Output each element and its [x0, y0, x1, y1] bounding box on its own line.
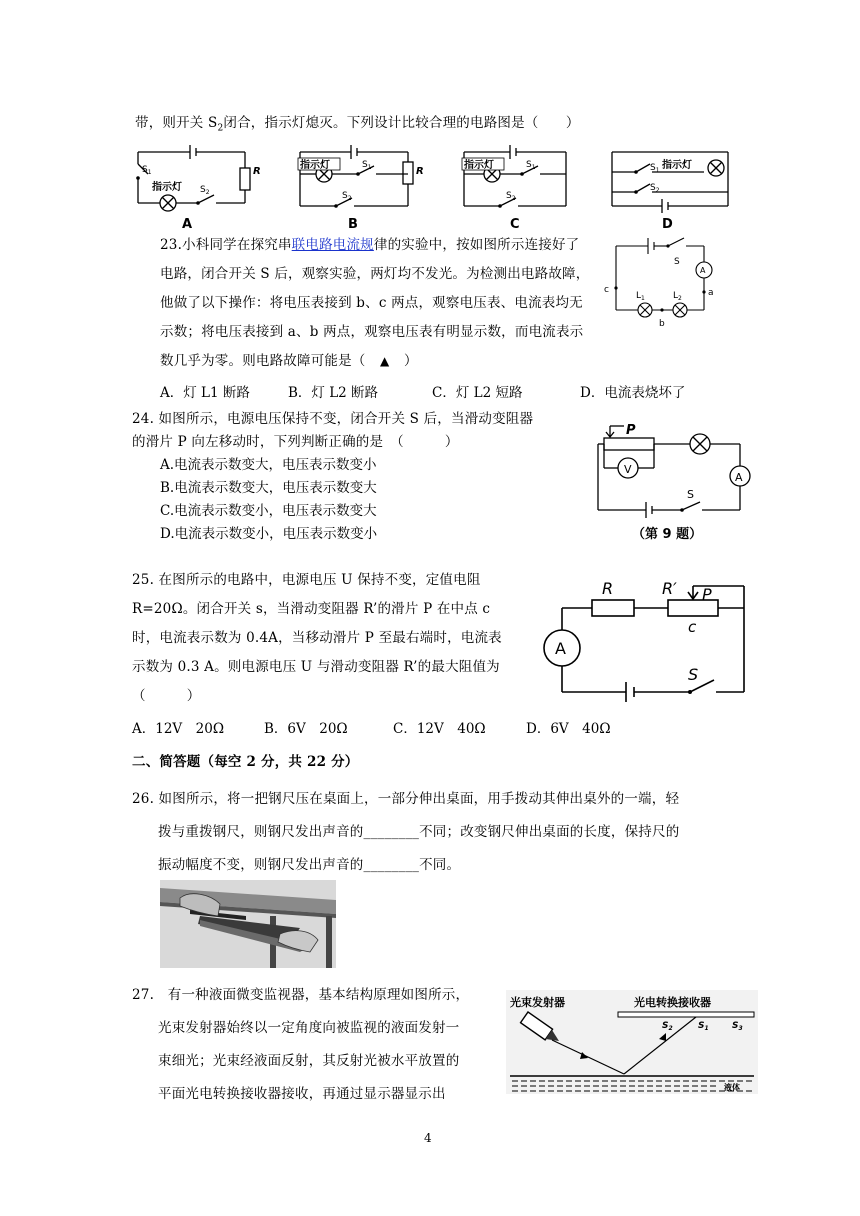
circuit-a-figure: [130, 140, 270, 232]
c-caption: C: [510, 217, 520, 232]
c-s2-label: $S_2$: [506, 191, 516, 202]
q25-line2: R=20Ω。闭合开关 s，当滑动变阻器 R’的滑片 P 在中点 c: [132, 601, 491, 617]
q23-line2: 电路，闭合开关 S 后，观察实验，两灯均不发光。为检测出电路故障，: [160, 266, 590, 282]
d-lamp-label: 指示灯: [662, 160, 692, 171]
d-s2-label: $S_2$: [650, 183, 660, 194]
q23-option-c: C．灯 L2 短路: [432, 385, 523, 401]
q24-voltmeter-label: V: [624, 463, 632, 476]
q23-point-a: a: [708, 288, 714, 298]
q24-line2: 的滑片 P 向左移动时，下列判断正确的是 （ ）: [132, 434, 459, 450]
q23-point-b: b: [659, 319, 665, 329]
d-s1-label: $S_1$: [650, 163, 660, 174]
q27-monitor-figure: [506, 990, 758, 1094]
q23-point-c: c: [604, 285, 609, 295]
q27-s2-label: $S_2$: [662, 1021, 673, 1032]
q25-c-label: c: [688, 618, 697, 636]
q23-l1-label: $L_1$: [636, 291, 645, 302]
q23-option-d: D．电流表烧坏了: [580, 385, 686, 401]
q25-line5: （ ）: [132, 688, 201, 704]
q25-option-d: D．6V 40Ω: [526, 721, 611, 737]
b-s1-label: $S_1$: [362, 160, 372, 171]
q27-receiver-label: 光电转换接收器: [634, 996, 711, 1009]
q25-circuit-figure: [538, 556, 752, 702]
q25-line1: 25. 在图所示的电路中，电源电压 U 保持不变，定值电阻: [132, 572, 481, 588]
q25-line4: 示数为 0.3 A。则电源电压 U 与滑动变阻器 R’的最大阻值为: [132, 659, 500, 675]
q24-option-c: C.电流表示数变小，电压表示数变大: [160, 503, 377, 519]
q26-line2: 拨与重拨钢尺，则钢尺发出声音的________不同；改变钢尺伸出桌面的长度，保持尺的: [158, 824, 680, 840]
q23-option-a: A．灯 L1 断路: [160, 385, 250, 401]
circuit-c-figure: [460, 140, 580, 232]
q24-option-a: A.电流表示数变大，电压表示数变小: [160, 457, 377, 473]
q25-r-prime-label: R′: [662, 579, 677, 598]
a-s1-label: $S_1$: [142, 165, 152, 176]
q24-switch-label: S: [687, 488, 694, 501]
q26-line3: 振动幅度不变，则钢尺发出声音的________不同。: [158, 857, 461, 873]
a-s2-label: $S_2$: [200, 185, 210, 196]
q27-line1: 27. 有一种液面微变监视器，基本结构原理如图所示，: [132, 987, 470, 1003]
q23-link[interactable]: 联电路电流规: [291, 237, 374, 253]
q23-l2-label: $L_2$: [673, 291, 682, 302]
q24-slider-p-label: P: [626, 423, 636, 438]
q23-circuit-figure: [598, 232, 726, 332]
page-number: 4: [424, 1131, 432, 1145]
q23-line5: 数几乎为零。则电路故障可能是（ ▲ ）: [160, 353, 418, 369]
a-caption: A: [182, 217, 193, 232]
q25-option-a: A．12V 20Ω: [132, 721, 225, 737]
q23-line3: 他做了以下操作：将电压表接到 b、c 两点，观察电压表、电流表均无: [160, 295, 583, 311]
q23-option-b: B．灯 L2 断路: [288, 385, 379, 401]
c-lamp-label: 指示灯: [464, 160, 494, 171]
a-r-label: R: [253, 166, 261, 177]
q27-line3: 束细光；光束经液面反射，其反射光被水平放置的: [158, 1053, 460, 1069]
q24-option-d: D.电流表示数变小，电压表示数变小: [160, 526, 378, 542]
q22-stem: 带，则开关 $S_2$闭合，指示灯熄灭。下列设计比较合理的电路图是（ ）: [135, 115, 580, 134]
q24-ammeter-label: A: [735, 471, 743, 484]
q27-liquid-label: 液体: [724, 1083, 740, 1092]
q24-line1: 24. 如图所示，电源电压保持不变，闭合开关 S 后，当滑动变阻器: [132, 411, 534, 427]
q25-p-label: P: [702, 585, 712, 604]
a-lamp-label: 指示灯: [152, 182, 182, 193]
q23-ammeter-label: A: [700, 266, 706, 275]
c-s1-label: $S_1$: [526, 160, 536, 171]
q27-s3-label: $S_3$: [732, 1021, 743, 1032]
q25-option-b: B．6V 20Ω: [264, 721, 348, 737]
section-heading: 二、简答题（每空 2 分，共 22 分）: [132, 754, 359, 770]
q27-emitter-label: 光束发射器: [510, 996, 565, 1009]
b-s2-label: $S_2$: [342, 191, 352, 202]
ruler-table-illustration: [160, 880, 336, 968]
q25-ammeter-label: A: [555, 639, 566, 658]
b-r-label: R: [416, 166, 424, 177]
q24-circuit-figure: [590, 418, 760, 544]
q25-switch-label: S: [688, 665, 699, 684]
q25-r-label: R: [602, 579, 614, 598]
q27-line2: 光束发射器始终以一定角度向被监视的液面发射一: [158, 1020, 460, 1036]
q23-line1: 23.小科同学在探究串联电路电流规律的实验中，按如图所示连接好了: [160, 237, 580, 253]
circuit-d-figure: [608, 140, 738, 232]
q27-s1-label: $S_1$: [698, 1021, 709, 1032]
q25-option-c: C．12V 40Ω: [393, 721, 486, 737]
b-lamp-label: 指示灯: [300, 160, 330, 171]
answer-placeholder-mark: ▲: [380, 354, 390, 368]
q23-line4: 示数；将电压表接到 a、b 两点，观察电压表有明显示数，而电流表示: [160, 324, 584, 340]
b-caption: B: [348, 217, 358, 232]
circuit-b-figure: [296, 140, 436, 232]
q25-line3: 时，电流表示数为 0.4A，当移动滑片 P 至最右端时，电流表: [132, 630, 502, 646]
q24-option-b: B.电流表示数变大，电压表示数变大: [160, 480, 377, 496]
q23-switch-label: S: [674, 257, 680, 267]
q27-line4: 平面光电转换接收器接收，再通过显示器显示出: [158, 1086, 446, 1102]
q26-line1: 26. 如图所示，将一把钢尺压在桌面上，一部分伸出桌面，用手拨动其伸出桌外的一端，轻: [132, 791, 680, 807]
q24-figure-caption: （第 9 题）: [632, 527, 703, 542]
d-caption: D: [662, 217, 673, 232]
